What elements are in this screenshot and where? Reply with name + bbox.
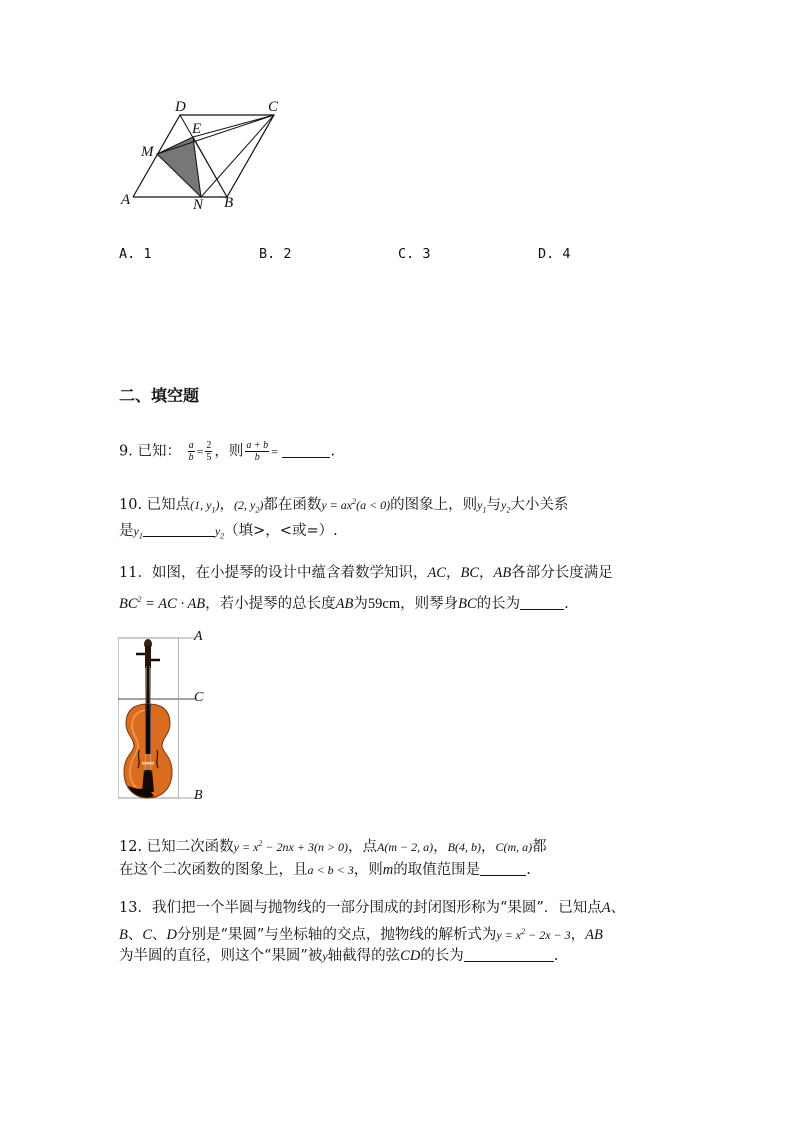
q10-comma: ，	[219, 497, 234, 513]
q11-mid3: ，则琴身	[400, 595, 459, 612]
q11-equation: $BC^2$ = AC · AB	[119, 595, 206, 612]
question-10-line2	[119, 521, 338, 546]
q11-ab: AB	[493, 565, 512, 581]
q10-point2: (2, $y_2$)	[234, 498, 264, 515]
q10-y1b: $y_1$	[133, 524, 143, 541]
q13-line3-prefix: 为半圆的直径，则这个“果圆”被	[119, 948, 323, 964]
option-d: D. 4	[538, 246, 571, 262]
violin-figure	[118, 630, 198, 805]
q12-line2-prefix: 在这个二次函数的图象上，且	[119, 862, 308, 878]
q11-c1: ，	[445, 565, 461, 581]
q11-bc: BC	[460, 565, 480, 581]
question-11-line2	[119, 590, 569, 614]
q10-y2b: $y_2$	[214, 524, 225, 541]
q11-mid2: 为	[353, 595, 368, 612]
q12-answer-blank[interactable]	[480, 861, 526, 876]
label-m: M	[141, 144, 154, 160]
q13-cd: CD	[400, 948, 421, 964]
question-13-line2	[119, 922, 603, 945]
label-n: N	[193, 197, 204, 213]
q10-answer-blank[interactable]	[143, 522, 215, 537]
q10-point1: (1, $y_1$)	[190, 498, 220, 515]
violin-pegbox	[145, 646, 151, 668]
shaded-triangle	[157, 137, 201, 197]
option-a: A. 1	[119, 246, 152, 262]
question-11-line1	[119, 563, 613, 583]
q13-line2-mid: 分别是“果圆”与坐标轴的交点，抛物线的解析式为	[177, 927, 497, 943]
q12-c1: ，点	[348, 839, 378, 855]
q11-bc2: BC	[458, 595, 477, 612]
q13-point-d: D	[166, 927, 178, 943]
option-c: C. 3	[398, 246, 431, 262]
label-a: A	[121, 192, 131, 208]
q9-prefix: 9. 已知：	[119, 443, 181, 460]
question-12-line2	[119, 860, 531, 880]
q10-mid: 都在函数	[263, 497, 322, 513]
q13-ab: AB	[585, 927, 603, 943]
q13-s2: 、	[152, 927, 167, 943]
q13-point-b: B	[119, 927, 128, 943]
q10-y1: $y_1$	[477, 498, 487, 515]
q12-mid: ，则	[353, 862, 383, 878]
q10-prefix: 10. 已知点	[119, 497, 191, 513]
q13-point-c: C	[142, 927, 153, 943]
q9-frac-2-5: $\frac{2}{5}$	[206, 440, 212, 463]
q13-line3-mid: 轴截得的弦	[327, 948, 401, 964]
q12-point-b: B(4, b)	[447, 840, 481, 854]
question-12-line1	[119, 834, 547, 857]
q10-line1-end: 大小关系	[510, 497, 569, 513]
q11-ac: AC	[427, 565, 446, 581]
q12-point-c: C(m, a)	[495, 840, 533, 854]
q9-eq2: =	[271, 444, 278, 459]
q12-point-a: A(m − 2, a)	[377, 840, 434, 854]
q11-line1-suffix: 各部分长度满足	[511, 565, 613, 581]
q13-function: $y = x^2 - 2x - 3$	[496, 927, 571, 942]
violin-label-a: A	[194, 629, 203, 644]
q10-function: $y = ax^2(a < 0)$	[321, 497, 391, 512]
q12-inequality: a < b < 3	[307, 863, 354, 877]
q12-c3: ，	[480, 839, 496, 855]
question-9	[119, 440, 335, 463]
label-c: C	[268, 99, 279, 115]
q11-c2: ，	[479, 565, 494, 581]
violin-label-b: B	[194, 788, 203, 803]
q10-yu: 与	[486, 497, 501, 513]
question-13-line1	[119, 898, 625, 918]
q12-c2: ，	[433, 839, 448, 855]
violin-bridge	[142, 762, 154, 765]
q9-suffix: .	[330, 443, 336, 460]
q13-line3-suffix: 的长为	[420, 948, 464, 964]
question-10-line1	[119, 492, 568, 520]
label-e: E	[192, 121, 202, 137]
q11-prefix: 11．如图，在小提琴的设计中蕴含着数学知识，	[119, 565, 428, 581]
q12-function: $y = x^2 - 2nx + 3(n > 0)$	[233, 839, 349, 854]
q9-mid: ，则	[214, 443, 244, 460]
option-b: B. 2	[259, 246, 292, 262]
q13-y: y	[322, 949, 328, 963]
violin-label-c: C	[194, 690, 204, 705]
q11-line2-suffix: 的长为	[476, 595, 521, 612]
q9-frac-ab-b: $\frac{a + b}{b}$	[246, 440, 269, 463]
label-d: D	[175, 99, 186, 115]
q13-end: .	[553, 948, 559, 964]
section-title: 二、填空题	[119, 386, 200, 405]
q11-end: .	[564, 595, 569, 612]
q9-answer-blank[interactable]	[282, 443, 330, 458]
q13-answer-blank[interactable]	[464, 947, 554, 962]
q13-c1: ，	[570, 927, 586, 943]
q10-suffix: 的图象上，则	[390, 497, 478, 513]
segment-ec	[193, 115, 274, 137]
q12-m: m	[382, 862, 394, 878]
q11-answer-blank[interactable]	[520, 595, 564, 610]
q9-frac-a-b: $\frac{a}{b}$	[188, 440, 194, 463]
q11-ab2: AB	[335, 595, 354, 612]
q12-prefix: 12. 已知二次函数	[119, 839, 234, 855]
q11-length: 59cm	[367, 595, 401, 612]
q12-line1-suffix: 都	[532, 839, 547, 855]
q10-line2-suffix: （填>，<或=）.	[224, 523, 338, 539]
q9-eq: =	[196, 444, 204, 459]
q12-line2-suffix: 的取值范围是	[393, 862, 481, 878]
q13-line1: 13．我们把一个半圆与抛物线的一部分围成的封闭图形称为“果圆”．已知点	[119, 900, 602, 916]
q13-line1-end: 、	[610, 900, 626, 916]
label-b: B	[224, 195, 234, 211]
q10-y2: $y_2$	[501, 498, 511, 515]
question-13-line3	[119, 946, 558, 966]
q12-end: .	[526, 862, 531, 878]
q10-line2-prefix: 是	[119, 523, 134, 539]
q13-s1: 、	[127, 927, 143, 943]
q13-point-a: A	[601, 900, 611, 916]
q11-mid1: ，若小提琴的总长度	[205, 595, 336, 612]
